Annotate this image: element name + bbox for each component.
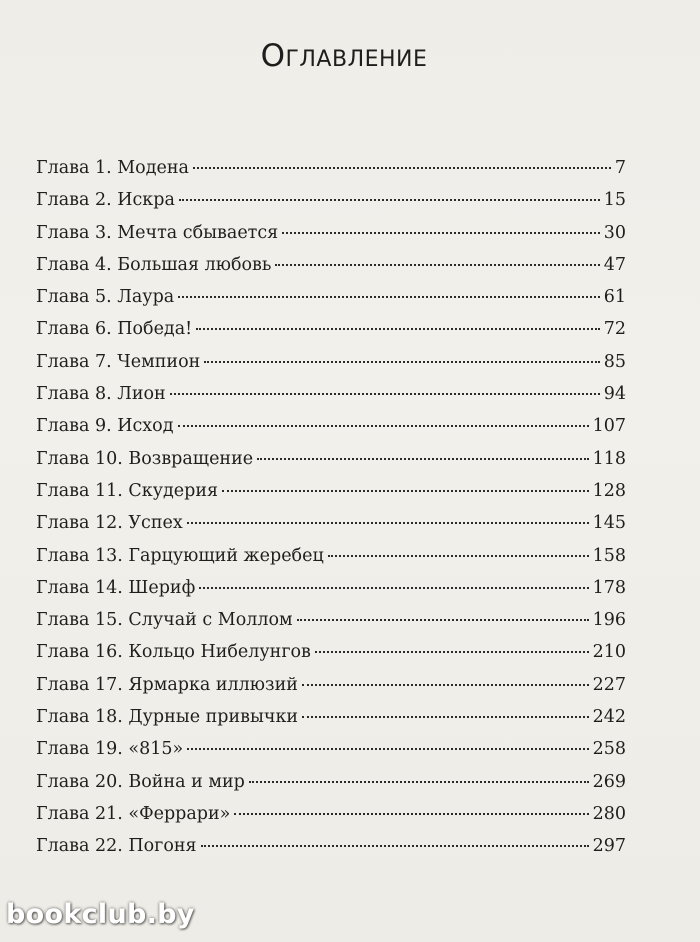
dot-leader [315, 651, 589, 653]
toc-entry [36, 701, 626, 733]
chapter-title: Глава 15. Случай с Моллом [36, 610, 293, 631]
toc-entry [36, 798, 626, 830]
toc-entry [36, 669, 626, 701]
toc-entry [36, 313, 626, 345]
chapter-title: Глава 7. Чемпион [36, 351, 201, 372]
page-title: Оглавление [260, 38, 428, 74]
toc-entry [36, 249, 626, 281]
toc-entry [36, 152, 626, 184]
dot-leader [193, 167, 611, 169]
chapter-title: Глава 20. Война и мир [36, 771, 245, 792]
chapter-title: Глава 5. Лаура [36, 287, 175, 308]
toc-entry [36, 636, 626, 668]
page-number: 178 [592, 577, 626, 598]
toc-entry [36, 604, 626, 636]
dot-leader [201, 845, 589, 847]
dot-leader [328, 555, 589, 557]
chapter-title: Глава 10. Возвращение [36, 448, 254, 469]
chapter-title: Глава 18. Дурные привычки [36, 707, 299, 728]
toc-entry [36, 410, 626, 442]
page-number: 242 [592, 707, 626, 728]
dot-leader [282, 232, 600, 234]
chapter-title: Глава 16. Кольцо Нибелунгов [36, 642, 311, 663]
dot-leader [302, 716, 588, 718]
page-number: 61 [603, 287, 626, 308]
dot-leader [257, 458, 588, 460]
chapter-title: Глава 12. Успех [36, 513, 183, 534]
page-number: 227 [592, 674, 626, 695]
chapter-title: Глава 21. «Феррари» [36, 803, 231, 824]
chapter-title: Глава 13. Гарцующий жеребец [36, 545, 324, 566]
title-block [244, 38, 444, 78]
dot-leader [170, 393, 600, 395]
toc-entry [36, 217, 626, 249]
dot-leader [187, 522, 589, 524]
dot-leader [275, 264, 599, 266]
dot-leader [249, 781, 589, 783]
chapter-title: Глава 11. Скудерия [36, 480, 219, 501]
chapter-title: Глава 4. Большая любовь [36, 254, 272, 275]
dot-leader [196, 328, 600, 330]
toc-entry [36, 281, 626, 313]
dot-leader [178, 296, 600, 298]
page-number: 280 [592, 803, 626, 824]
dot-leader [234, 813, 588, 815]
dot-leader [297, 619, 589, 621]
chapter-title: Глава 9. Исход [36, 416, 174, 437]
chapter-title: Глава 8. Лион [36, 384, 166, 405]
page-number: 297 [592, 836, 626, 857]
dot-leader [179, 199, 600, 201]
chapter-title: Глава 6. Победа! [36, 319, 193, 340]
page-number: 30 [603, 222, 626, 243]
page-number: 107 [592, 416, 626, 437]
toc-entry [36, 572, 626, 604]
dot-leader [302, 684, 589, 686]
toc-entry [36, 733, 626, 765]
dot-leader [199, 587, 588, 589]
page-number: 145 [592, 513, 626, 534]
toc-entry [36, 443, 626, 475]
page-number: 269 [592, 771, 626, 792]
table-of-contents [36, 152, 626, 863]
chapter-title: Глава 14. Шериф [36, 577, 196, 598]
chapter-title: Глава 22. Погоня [36, 836, 197, 857]
dot-leader [222, 490, 589, 492]
toc-entry [36, 378, 626, 410]
toc-entry [36, 766, 626, 798]
chapter-title: Глава 17. Ярмарка иллюзий [36, 674, 298, 695]
page-number: 158 [592, 545, 626, 566]
page-number: 210 [592, 642, 626, 663]
toc-entry [36, 507, 626, 539]
chapter-title: Глава 19. «815» [36, 739, 184, 760]
toc-entry [36, 475, 626, 507]
page-number: 128 [592, 480, 626, 501]
toc-entry [36, 830, 626, 862]
page-number: 94 [603, 384, 626, 405]
page-number: 118 [592, 448, 626, 469]
chapter-title: Глава 2. Искра [36, 190, 175, 211]
page-number: 47 [603, 254, 626, 275]
toc-entry [36, 540, 626, 572]
dot-leader [204, 361, 599, 363]
page-number: 15 [603, 190, 626, 211]
watermark-logo: bookclub.by [6, 899, 195, 930]
toc-entry [36, 184, 626, 216]
dot-leader [187, 748, 588, 750]
page-number: 196 [592, 610, 626, 631]
chapter-title: Глава 1. Модена [36, 158, 189, 178]
page-number: 7 [614, 158, 626, 178]
page-number: 72 [603, 319, 626, 340]
page-number: 258 [592, 739, 626, 760]
chapter-title: Глава 3. Мечта сбывается [36, 222, 279, 243]
toc-entry [36, 346, 626, 378]
page-number: 85 [603, 351, 626, 372]
dot-leader [178, 425, 589, 427]
